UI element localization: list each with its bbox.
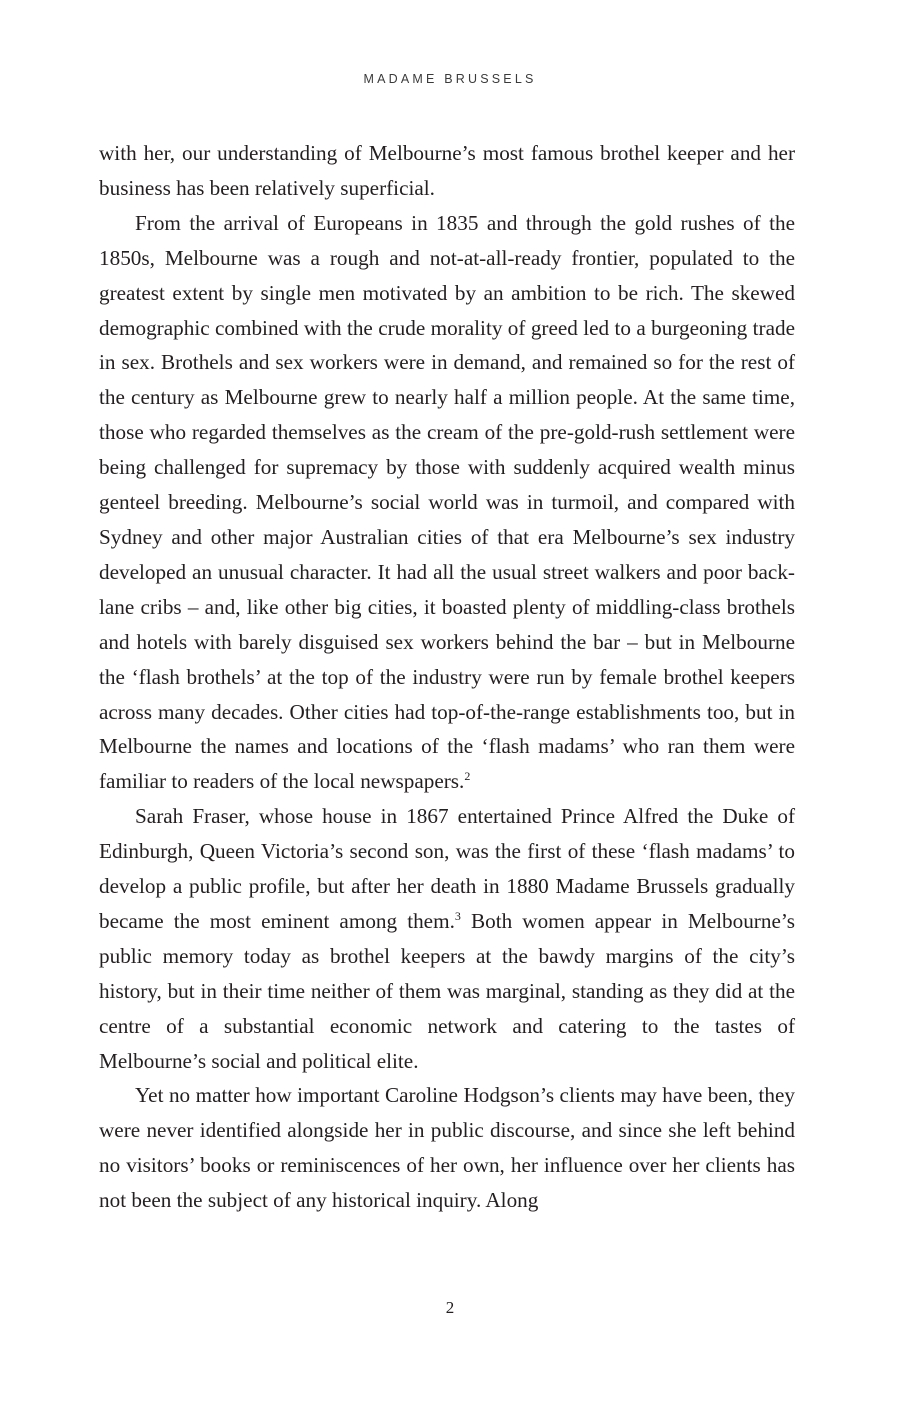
paragraph-melbourne-frontier-text: From the arrival of Europeans in 1835 and through the gold rushes of the 1850s, Melbourne was a rough and not-at-all-ready frontier, populated to the greatest extent by single men motivated by an ambition to be rich. The skewed demographic combined with the crude morality of greed led to a burgeoning trade in sex. Brothels and sex workers were in demand, and remained so for the rest of the century as Melbourne grew to nearly half a million people. At the same time, those who regarded themselves as the cream of the pre-gold-rush settlement were being challenged for supremacy by those with suddenly acquired wealth minus genteel breeding. Melbourne’s social world was in turmoil, and compared with Sydney and other major Australian cities of that era Melbourne’s sex industry developed an unusual character. It had all the usual street walkers and poor back-lane cribs – and, like other big cities, it boasted plenty of middling-class brothels and hotels with barely disguised sex workers behind the bar – but in Melbourne the ‘flash brothels’ at the top of the industry were run by female brothel keepers across many decades. Other cities had top-of-the-range establishments too, but in Melbourne the names and locations of the ‘flash madams’ who ran them were familiar to readers of the local newspapers. (99, 210, 795, 794)
paragraph-sarah-fraser-text-b: Both women appear in Melbourne’s public memory today as brothel keepers at the bawdy margins of the city’s history, but in their time neither of them was marginal, standing as they did at the centre of a substantial economic network and catering to the tastes of Melbourne’s social and political elite. (99, 908, 795, 1073)
paragraph-sarah-fraser-text-a: Sarah Fraser, whose house in 1867 entertained Prince Alfred the Duke of Edinburgh, Queen Victoria’s second son, was the first of these ‘flash madams’ to develop a public profile, but after her death in 1880 Madame Brussels gradually became the most eminent among them. (99, 804, 795, 933)
footnote-ref-3: 3 (454, 908, 461, 923)
running-head-title: MADAME BRUSSELS (363, 72, 537, 86)
page-number: 2 (445, 1298, 455, 1317)
paragraph-caroline-hodgson: Yet no matter how important Caroline Hodgson’s clients may have been, they were never identified alongside her in public discourse, and since she left behind no visitors’ books or reminiscences of her own, her influence over her clients has not been the subject of any historical inquiry. Along (99, 1083, 795, 1213)
footnote-ref-2: 2 (464, 769, 471, 784)
paragraph-melbourne-frontier (99, 206, 795, 799)
body-text (99, 136, 795, 1218)
paragraph-sarah-fraser (99, 799, 795, 1078)
paragraph-continued: with her, our understanding of Melbourne’s most famous brothel keeper and her business has been relatively superficial. (99, 141, 795, 200)
